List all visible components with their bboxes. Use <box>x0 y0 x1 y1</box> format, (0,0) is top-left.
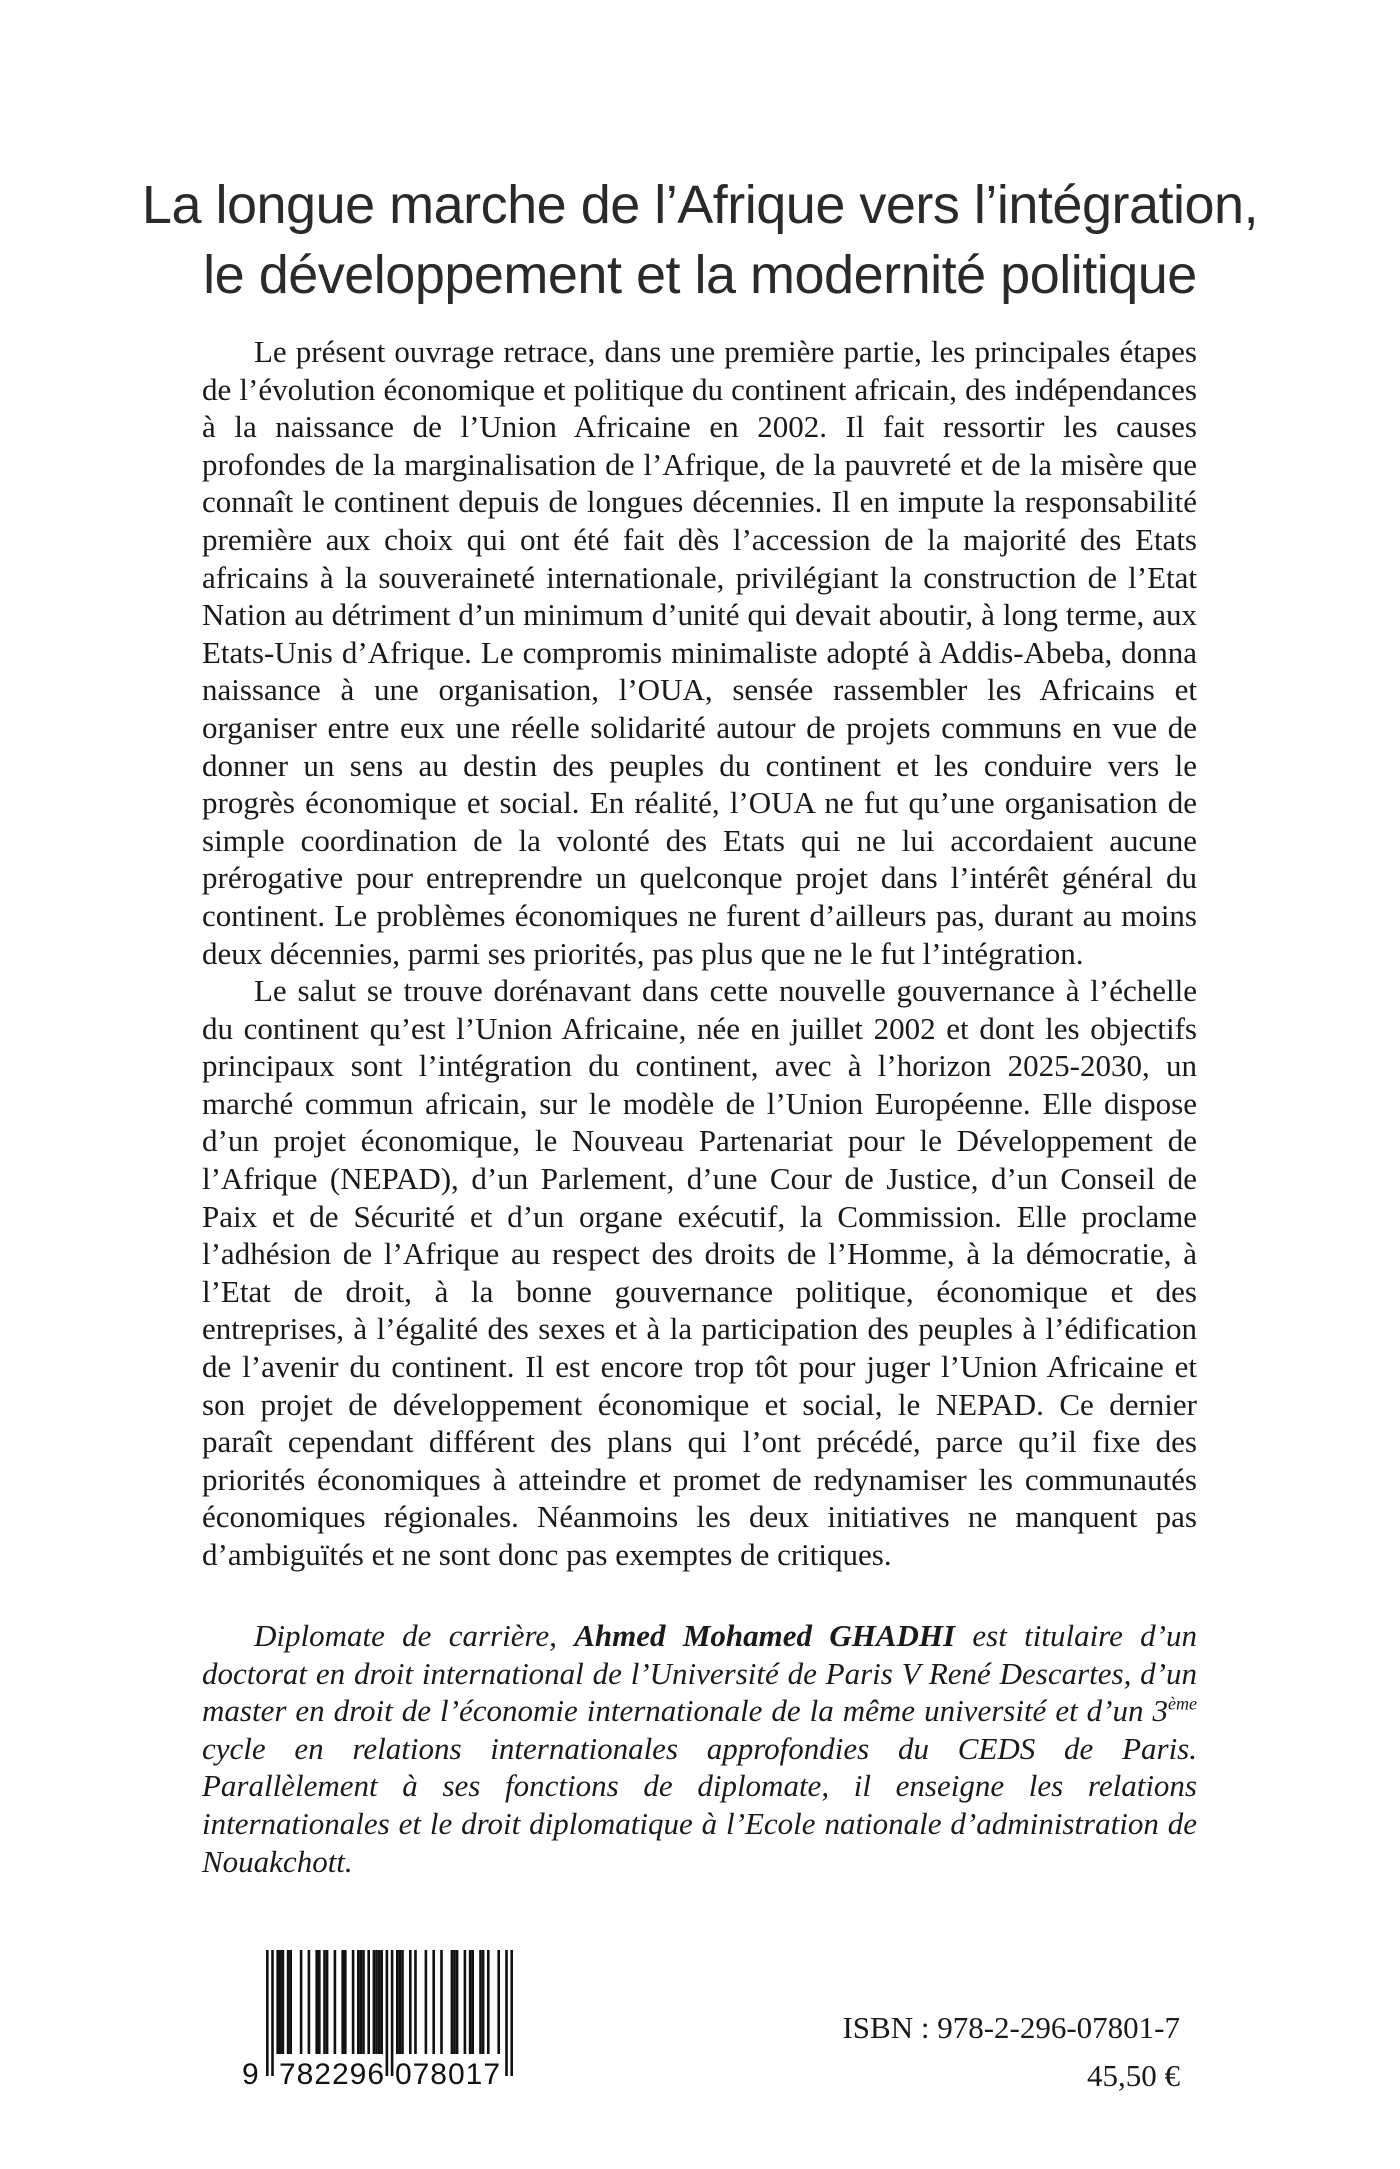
barcode-graphic <box>238 1948 540 2088</box>
barcode-bar <box>276 1950 279 2054</box>
bio-part-1: Diplomate de carrière, <box>254 1618 575 1653</box>
isbn: ISBN : 978-2-296-07801-7 <box>842 2010 1180 2045</box>
barcode-bar <box>315 1950 318 2054</box>
barcode-bar <box>391 1950 394 2076</box>
barcode-bar <box>287 1950 290 2054</box>
title-line-1: La longue marche de l’Afrique vers l’intégration, <box>141 175 1259 235</box>
barcode-bar <box>487 1950 490 2054</box>
book-title <box>120 170 1280 310</box>
barcode-bar <box>378 1950 381 2054</box>
barcode-bar <box>266 1950 269 2076</box>
barcode-bar <box>279 1950 282 2054</box>
summary-text <box>202 333 1197 1574</box>
author-bio <box>202 1617 1197 1880</box>
barcode-bar <box>271 1950 274 2076</box>
barcode-bar <box>453 1950 456 2054</box>
barcode-first-digit: 9 <box>242 2058 259 2088</box>
summary-paragraph-1: Le présent ouvrage retrace, dans une première partie, les principales étapes de l’évolution économique et politique du continent africain, des indépendances à la naissance de l’Union Africaine en 2002. Il fait ressortir les causes profondes de la marginalisation de l’Afrique, de la pauvreté et de la misère que connaît le continent depuis de longues décennies. Il en impute la responsabilité première aux choix qui ont été fait dès l’accession de la majorité des Etats africains à la souveraineté internationale, privilégiant la construction de l’Etat Nation au détriment d’un minimum d’unité qui devait aboutir, à long terme, aux Etats-Unis d’Afrique. Le compromis minimaliste adopté à Addis-Abeba, donna naissance à une organisation, l’OUA, sensée rassembler les Africains et organiser entre eux une réelle solidarité autour de projets communs en vue de donner un sens au destin des peuples du continent et les conduire vers le progrès économique et social. En réalité, l’OUA ne fut qu’une organisation de simple coordination de la volonté des Etats qui ne lui accordaient aucune prérogative pour entreprendre un quelconque projet dans l’intérêt général du continent. Le problèmes économiques ne furent d’ailleurs pas, durant au moins deux décennies, parmi ses priorités, pas plus que ne le fut l’intégration. <box>202 334 1197 971</box>
barcode-bar <box>323 1950 326 2054</box>
barcode-bar <box>357 1950 360 2054</box>
bio-part-2: est titulaire d’un doctorat en droit international de l’Université de Paris V René Descartes, d’un master en droit de l’économie internationale de la même université et d’un 3 <box>202 1618 1197 1729</box>
barcode-bar <box>456 1950 459 2054</box>
barcode-bar <box>341 1950 344 2054</box>
barcode-bar <box>432 1950 435 2054</box>
barcode-bar <box>414 1950 417 2054</box>
barcode <box>238 1948 540 2088</box>
barcode-bar <box>300 1950 303 2054</box>
barcode-bar <box>479 1950 482 2054</box>
summary-paragraph-2: Le salut se trouve dorénavant dans cette nouvelle gouvernance à l’échelle du continent qu’est l’Union Africaine, née en juillet 2002 et dont les objectifs principaux sont l’intégration du continent, avec à l’horizon 2025-2030, un marché commun africain, sur le modèle de l’Union Européenne. Elle dispose d’un projet économique, le Nouveau Partenariat pour le Développement de l’Afrique (NEPAD), d’un Parlement, d’une Cour de Justice, d’un Conseil de Paix et de Sécurité et d’un organe exécutif, la Commission. Elle proclame l’adhésion de l’Afrique au respect des droits de l’Homme, à la démocratie, à l’Etat de droit, à la bonne gouvernance politique, économique et des entreprises, à l’égalité des sexes et à la participation des peuples à l’édification de l’avenir du continent. Il est encore trop tôt pour juger l’Union Africaine et son projet de développement économique et social, le NEPAD. Ce dernier paraît cependant différent des plans qui l’ont précédé, parce qu’il fixe des priorités économiques à atteindre et promet de redynamiser les communautés économiques régionales. Néanmoins les deux initiatives ne manquent pas d’ambiguïtés et ne sont donc pas exemptes de critiques. <box>202 973 1197 1572</box>
bio-superscript: ème <box>1168 1693 1197 1714</box>
barcode-bar <box>471 1950 474 2054</box>
barcode-bar <box>352 1950 355 2054</box>
barcode-bar <box>482 1950 485 2054</box>
barcode-bar <box>425 1950 428 2054</box>
barcode-bar <box>469 1950 472 2054</box>
price: 45,50 € <box>1087 2058 1180 2093</box>
barcode-bar <box>380 1950 383 2054</box>
barcode-bar <box>401 1950 404 2054</box>
barcode-right-group: 078017 <box>394 2058 502 2088</box>
barcode-left-group: 782296 <box>278 2058 386 2088</box>
barcode-bar <box>334 1950 337 2054</box>
barcode-bar <box>375 1950 378 2054</box>
author-name: Ahmed Mohamed GHADHI <box>574 1618 956 1653</box>
barcode-bar <box>360 1950 363 2054</box>
barcode-bar <box>326 1950 329 2054</box>
barcode-bar <box>367 1950 370 2054</box>
barcode-bar <box>318 1950 321 2054</box>
barcode-bar <box>282 1950 285 2054</box>
barcode-bar <box>289 1950 292 2054</box>
barcode-bar <box>510 1950 513 2076</box>
barcode-bar <box>464 1950 467 2054</box>
barcode-bar <box>308 1950 311 2054</box>
barcode-bar <box>344 1950 347 2054</box>
barcode-bar <box>505 1950 508 2076</box>
barcode-bar <box>373 1950 376 2054</box>
barcode-bar <box>362 1950 365 2054</box>
bio-part-3: cycle en relations internationales approfondies du CEDS de Paris. Parallèlement à ses fonctions de diplomate, il enseigne les relations internationales et le droit diplomatique à l’Ecole nationale d’administration de Nouakchott. <box>202 1730 1197 1879</box>
barcode-bar <box>497 1950 500 2054</box>
barcode-bar <box>409 1950 412 2054</box>
barcode-bar <box>396 1950 399 2054</box>
barcode-bar <box>386 1950 389 2076</box>
barcode-bar <box>399 1950 402 2054</box>
title-line-2: le développement et la modernité politique <box>203 245 1197 305</box>
barcode-bar <box>440 1950 443 2054</box>
barcode-bar <box>451 1950 454 2054</box>
